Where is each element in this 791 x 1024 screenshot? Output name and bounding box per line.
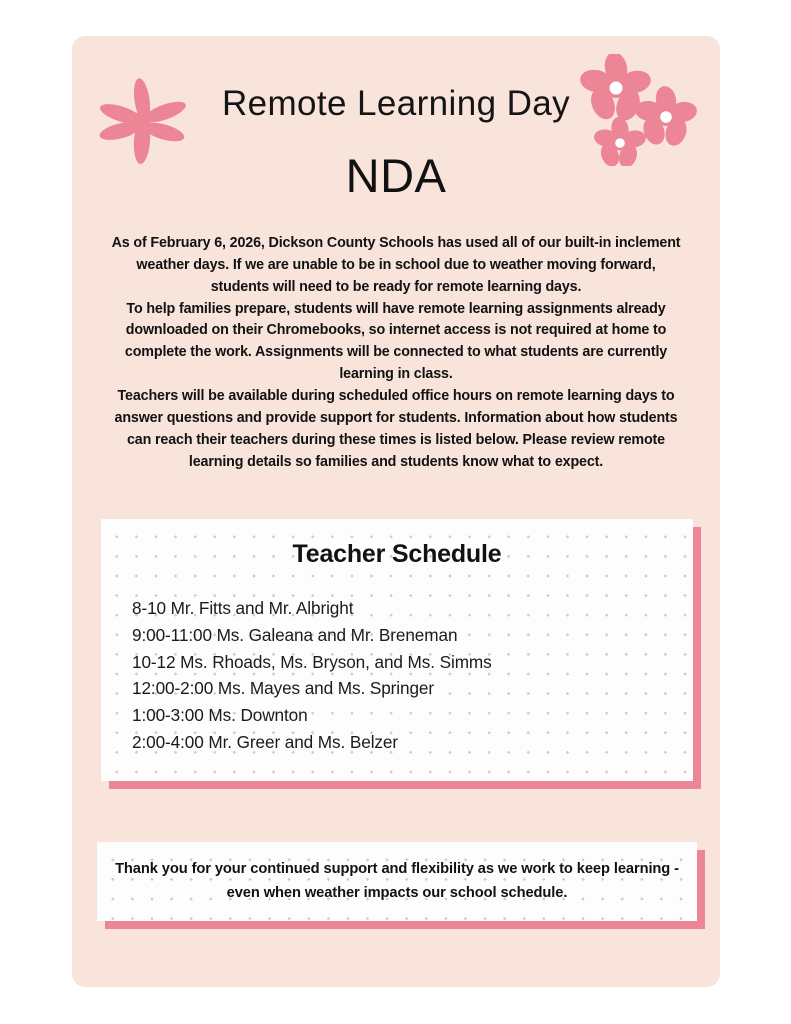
schedule-heading: Teacher Schedule [292, 540, 502, 568]
schedule-list [101, 569, 693, 756]
flyer-header [72, 36, 720, 202]
thank-you-text: Thank you for your continued support and flexibility as we work to keep learning - even when weather impacts our school schedule. [115, 861, 679, 901]
list-item: 8-10 Mr. Fitts and Mr. Albright [132, 598, 354, 618]
card-face [97, 842, 697, 921]
page-title: Remote Learning Day [221, 84, 571, 123]
flyer-panel [72, 36, 720, 987]
list-item: 12:00-2:00 Ms. Mayes and Ms. Springer [132, 678, 434, 699]
list-item: 9:00-11:00 Ms. Galeana and Mr. Breneman [132, 624, 458, 645]
thank-you-card [97, 842, 697, 921]
card-face [101, 519, 693, 781]
list-item: 2:00-4:00 Mr. Greer and Ms. Belzer [132, 732, 398, 753]
intro-paragraph: As of February 6, 2026, Dickson County Schools has used all of our built-in inclement weather days. If we are unable to be in school due to weather moving forward, students will need to be ready for remote learning days. [111, 235, 681, 295]
list-item: 10-12 Ms. Rhoads, Ms. Bryson, and Ms. Simms [132, 651, 492, 672]
intro-text-block [110, 233, 682, 473]
teacher-schedule-card [101, 519, 693, 781]
intro-paragraph: To help families prepare, students will have remote learning assignments already downloaded on their Chromebooks, so internet access is not required at home to complete the work. Assignments will be connected to what students are currently learning in class. [124, 300, 668, 383]
intro-paragraph: Teachers will be available during scheduled office hours on remote learning days to answer questions and provide support for students. Information about how students can reach their teachers during these times is listed below. Please review remote learning details so families and students know what to expect. [114, 388, 678, 470]
list-item: 1:00-3:00 Ms. Downton [132, 705, 308, 726]
page-subtitle: NDA [345, 149, 447, 203]
